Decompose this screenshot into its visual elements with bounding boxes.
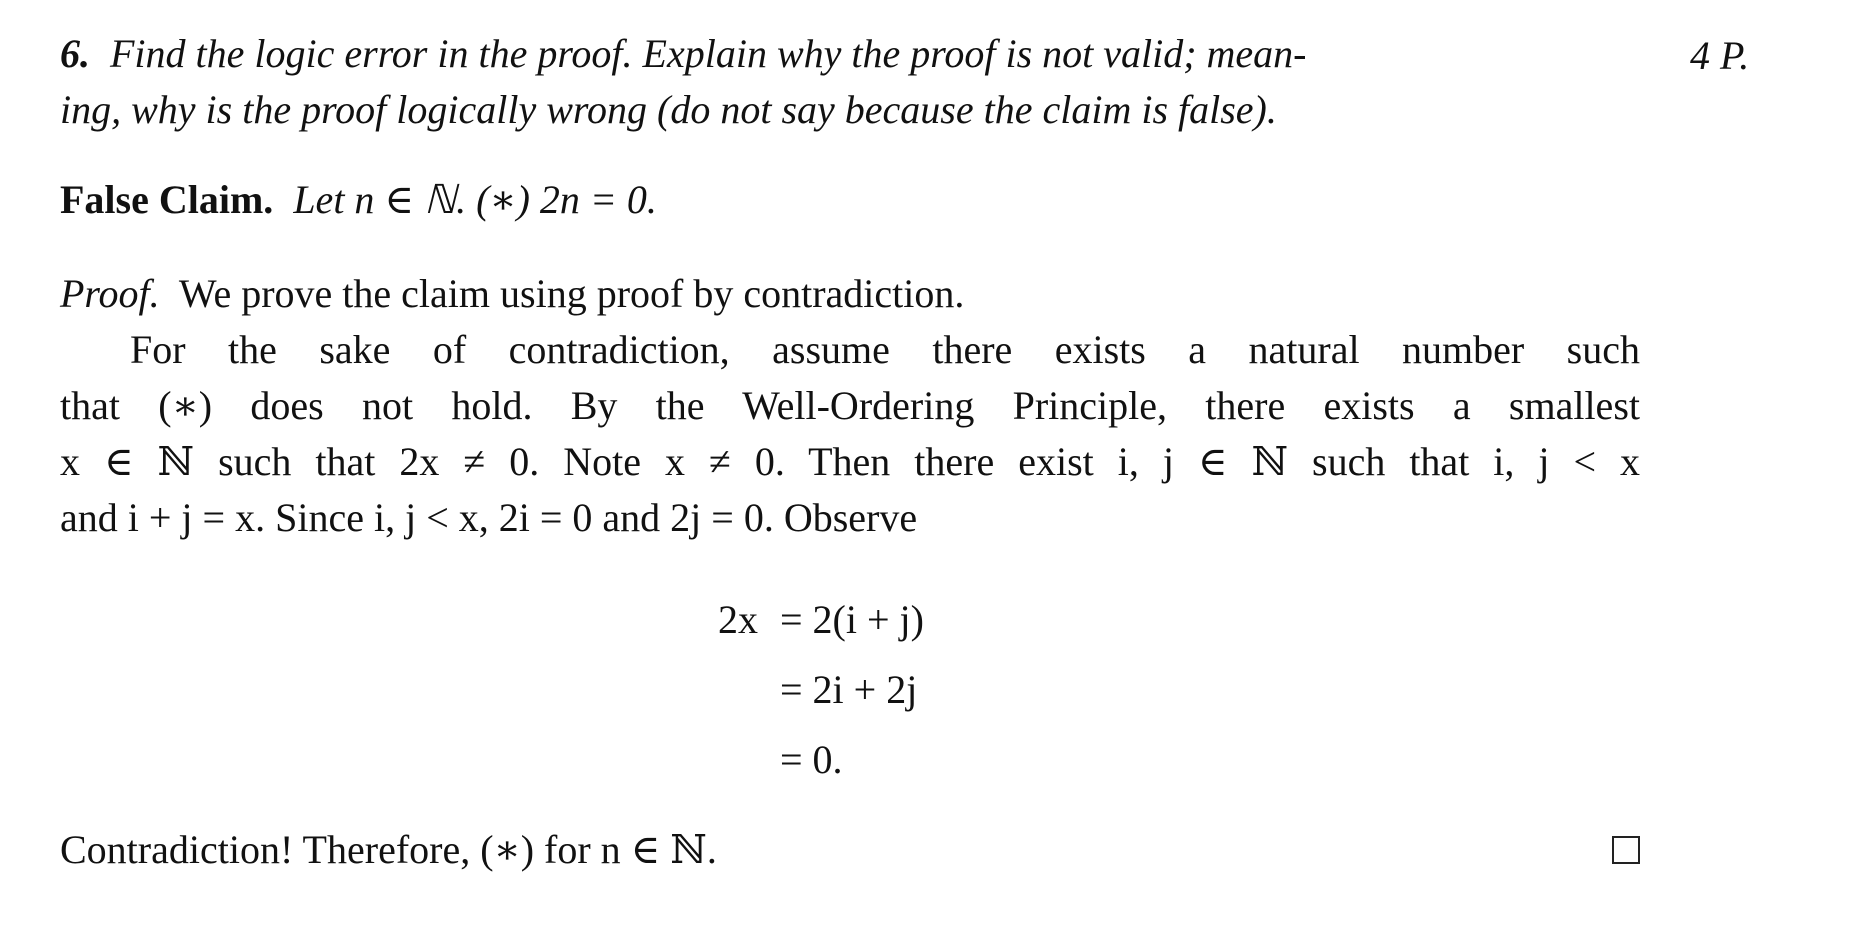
claim-text: Let n ∈ ℕ. (∗) 2n = 0.: [293, 177, 657, 222]
false-claim: [60, 172, 657, 228]
task-line-1: [60, 26, 1307, 82]
qed-square-icon: [1612, 836, 1640, 864]
proof-label: Proof.: [60, 271, 160, 316]
equation-row-3: = 0.: [780, 737, 843, 782]
proof-paragraph-line-2: that (∗) does not hold. By the Well-Ordering Principle, there exists a smallest: [60, 383, 1640, 428]
proof-paragraph-line-1: For the sake of contradiction, assume there exists a natural number such: [130, 327, 1640, 372]
proof-conclusion: Contradiction! Therefore, (∗) for n ∈ ℕ.: [60, 827, 717, 872]
proof-intro-text: We prove the claim using proof by contradiction.: [178, 271, 965, 316]
task-points: 4 P.: [1690, 33, 1750, 78]
claim-label: False Claim.: [60, 177, 274, 222]
equation-row-1: = 2(i + j): [780, 597, 924, 642]
equation-row-2: = 2i + 2j: [780, 667, 918, 712]
task-line-2: ing, why is the proof logically wrong (do not say because the claim is false).: [60, 87, 1277, 132]
proof-paragraph-line-3: x ∈ ℕ such that 2x ≠ 0. Note x ≠ 0. Then there exist i, j ∈ ℕ such that i, j < x: [60, 439, 1640, 484]
task-text-1: Find the logic error in the proof. Explain why the proof is not valid; mean-: [110, 31, 1307, 76]
proof-intro: [60, 266, 964, 322]
equation-lhs: 2x: [718, 597, 758, 642]
task-number: 6.: [60, 31, 90, 76]
proof-paragraph-line-4: and i + j = x. Since i, j < x, 2i = 0 and 2j = 0. Observe: [60, 495, 918, 540]
